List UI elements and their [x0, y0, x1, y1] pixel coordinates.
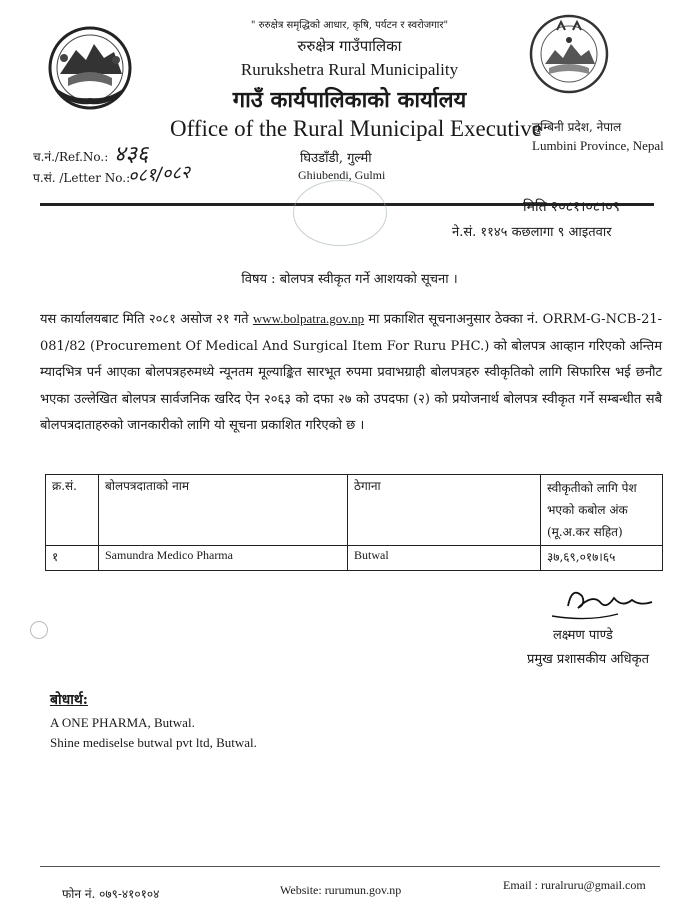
punch-hole-mark: [30, 621, 48, 639]
municipality-name-en: Rurukshetra Rural Municipality: [240, 60, 459, 79]
office-name-en: Office of the Rural Municipal Executive: [170, 116, 542, 141]
signatory-name: लक्ष्मण पाण्डे: [553, 628, 613, 643]
body-text-part2: मा प्रकाशित सूचनाअनुसार ठेक्का नं. ORRM-G-NCB-21-081/82 (Procurement Of Medical And Surgical Item For Ruru PHC.) को बोलपत्र आव्हान गरिएको अन्तिम म्यादभित्र पर्न आएका बोलपत्रहरुमध्ये न्यूनतम मूल्याङ्कित सारभूत रुपमा प्रवाभग्राही बोलपत्रहरु स्वीकृतिको लागि सिफारिस भई छनौट भएका उल्लेखित बोलपत्र सार्वजनिक खरिद ऐन २०६३ को दफा २७ को उपदफा (२) को प्रयोजनार्थ बोलपत्र स्वीकृत गर्ने सम्बन्धीत सबै बोलपत्रदाताहरुको जानकारीको लागि यो सूचना प्रकाशित गरिएको छ ।: [40, 312, 663, 434]
bid-table: [45, 474, 663, 571]
cell-address: Butwal: [348, 546, 541, 571]
cell-bidder-name: Samundra Medico Pharma: [99, 546, 348, 571]
office-stamp: [293, 180, 387, 246]
header-bidder-name: बोलपत्रदाताको नाम: [99, 475, 348, 546]
ref-label: च.नं./Ref.No.:: [33, 150, 109, 164]
nepal-samvat-date: ने.सं. ११४५ कछलागा ९ आइतवार: [452, 225, 612, 240]
table-header-row: [46, 475, 663, 546]
province-en: Lumbini Province, Nepal: [532, 138, 664, 153]
address-np: घिउडाँडी, गुल्मी: [300, 151, 372, 166]
footer-website[interactable]: Website: rurumun.gov.np: [280, 883, 402, 897]
address-en: Ghiubendi, Gulmi: [298, 168, 386, 182]
subject: विषय : बोलपत्र स्वीकृत गर्ने आशयको सूचना ।: [241, 272, 458, 287]
ref-value-handwritten: ४३६: [114, 142, 149, 167]
website-link[interactable]: www.bolpatra.gov.np: [252, 311, 365, 326]
header-bid-amount: स्वीकृतीको लागि पेश भएको कबोल अंक (मू.अ.कर सहित): [541, 475, 663, 546]
body-paragraph: [40, 306, 662, 440]
cc-label: बोधार्थ:: [50, 692, 88, 708]
letter-label: प.सं. /Letter No.:: [33, 171, 131, 185]
body-text-part1: यस कार्यालयबाट मिति २०८१ असोज २१ गते: [40, 312, 253, 327]
header-address: ठेगाना: [348, 475, 541, 546]
letter-value-handwritten: ०८१/०८२: [127, 161, 191, 188]
signatory-title: प्रमुख प्रशासकीय अधिकृत: [527, 652, 650, 667]
motto: " रुरुक्षेत्र समृद्धिको आधार, कृषि, पर्यटन र स्वरोजगार": [250, 20, 449, 31]
footer-divider: [40, 866, 660, 867]
header-serial: क्र.सं.: [46, 475, 99, 546]
province-np: लुम्बिनी प्रदेश, नेपाल: [532, 120, 622, 134]
table-row: [46, 546, 663, 571]
cell-bid-amount: ३७,६९,०१७।६५: [541, 546, 663, 571]
cc-recipient: Shine mediselse butwal pvt ltd, Butwal.: [50, 735, 257, 750]
signature-mark: [548, 582, 668, 626]
cell-serial: १: [46, 546, 99, 571]
footer-email[interactable]: Email : ruralruru@gmail.com: [503, 878, 646, 892]
cc-recipient: A ONE PHARMA, Butwal.: [50, 715, 195, 730]
date: मिति २०८१।०८।०९: [523, 199, 620, 215]
footer-phone: फोन नं. ०७९-४१०१०४: [62, 887, 160, 901]
office-name-np: गाउँ कार्यपालिकाको कार्यालय: [232, 87, 467, 113]
municipality-name-np: रुरुक्षेत्र गाउँपालिका: [297, 37, 402, 55]
